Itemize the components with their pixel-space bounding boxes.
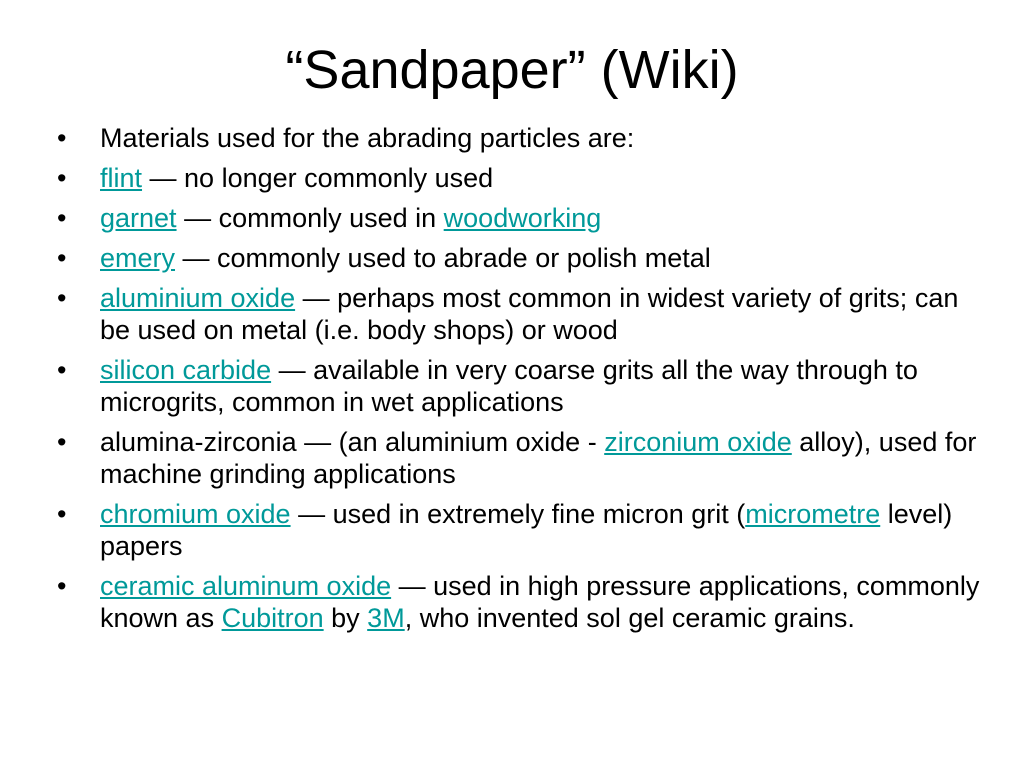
bullet-icon: • <box>57 283 67 313</box>
item-text: Materials used for the abrading particles are: <box>100 123 635 153</box>
list-item <box>57 162 987 194</box>
bullet-icon: • <box>57 427 67 457</box>
link-garnet[interactable]: garnet <box>100 203 177 233</box>
bullet-icon: • <box>57 123 67 153</box>
bullet-icon: • <box>57 499 67 529</box>
link-woodworking[interactable]: woodworking <box>443 203 602 233</box>
link-zirconium-oxide[interactable]: zirconium oxide <box>604 427 792 457</box>
list-item <box>57 242 987 274</box>
item-text: alumina-zirconia — (an aluminium oxide - <box>100 427 605 457</box>
link-3m[interactable]: 3M <box>367 603 405 633</box>
list-item <box>57 122 987 154</box>
bullet-icon: • <box>57 203 67 233</box>
list-item <box>57 282 987 346</box>
link-cubitron[interactable]: Cubitron <box>221 603 324 633</box>
item-text: — used in extremely fine micron grit ( <box>290 499 746 529</box>
bullet-icon: • <box>57 571 67 601</box>
link-silicon-carbide[interactable]: silicon carbide <box>100 355 272 385</box>
item-text: — used in high pressure applications, commonly known as <box>100 571 980 633</box>
link-aluminium-oxide[interactable]: aluminium oxide <box>100 283 296 313</box>
list-item <box>57 202 987 234</box>
link-ceramic-aluminum-oxide[interactable]: ceramic aluminum oxide <box>100 571 392 601</box>
item-text: — no longer commonly used <box>142 163 494 193</box>
item-text: , who invented sol gel ceramic grains. <box>404 603 855 633</box>
item-text: — commonly used in <box>176 203 444 233</box>
list-item <box>57 498 987 562</box>
item-text: — perhaps most common in widest variety of grits; can be used on metal (i.e. body shops) or wood <box>100 283 959 345</box>
item-text: — commonly used to abrade or polish metal <box>175 243 711 273</box>
slide-title: “Sandpaper” (Wiki) <box>285 40 739 100</box>
bullet-icon: • <box>57 355 67 385</box>
item-text: by <box>323 603 368 633</box>
bullet-list <box>57 122 987 642</box>
link-chromium-oxide[interactable]: chromium oxide <box>100 499 291 529</box>
link-emery[interactable]: emery <box>100 243 176 273</box>
link-flint[interactable]: flint <box>100 163 143 193</box>
link-micrometre[interactable]: micrometre <box>745 499 881 529</box>
bullet-icon: • <box>57 243 67 273</box>
item-text: alloy), used for machine grinding applications <box>100 427 977 489</box>
item-text: level) papers <box>100 499 953 561</box>
list-item <box>57 426 987 490</box>
list-item <box>57 354 987 418</box>
bullet-icon: • <box>57 163 67 193</box>
item-text: — available in very coarse grits all the way through to microgrits, common in wet applications <box>100 355 918 417</box>
list-item <box>57 570 987 634</box>
